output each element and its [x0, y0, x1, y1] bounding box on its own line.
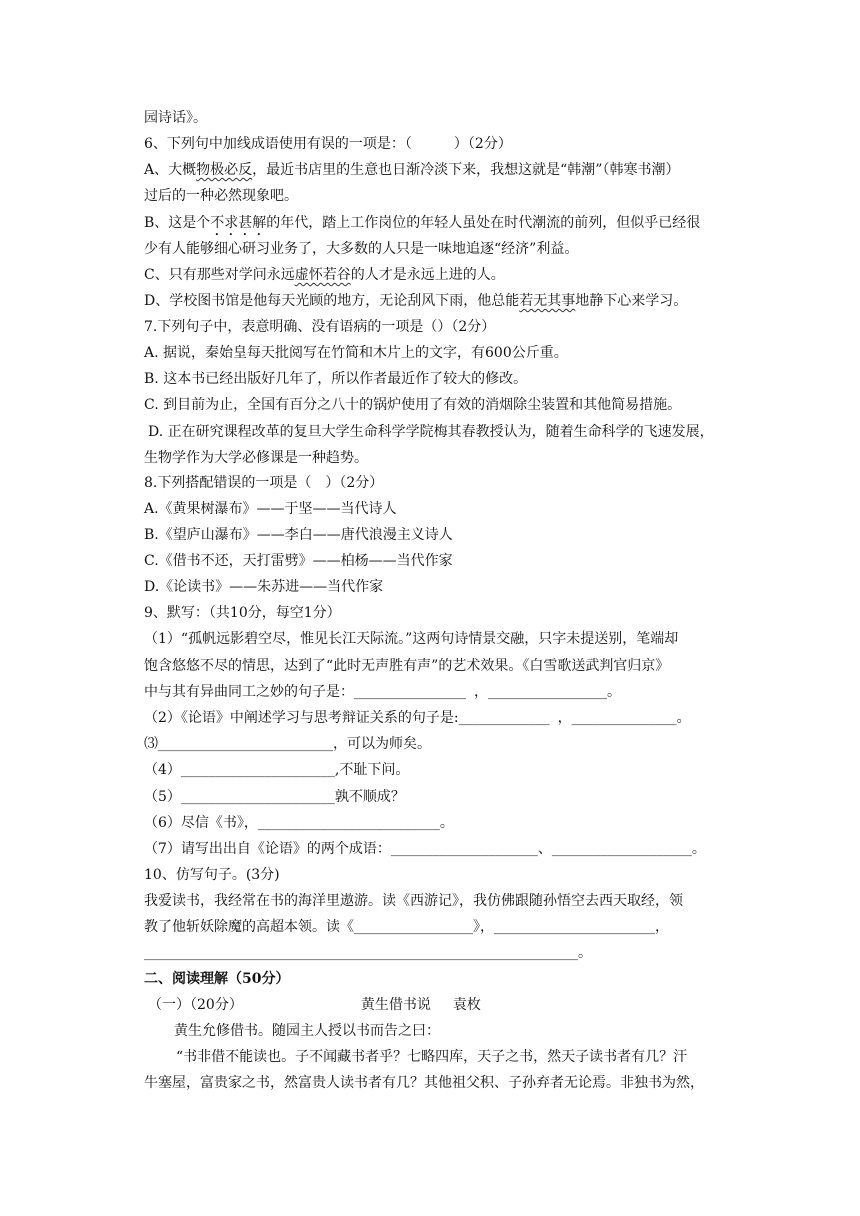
option-text: 的年代，踏上工作岗位的年轻人虽处在时代潮流的前列，但似乎已经很: [266, 215, 701, 231]
question-8-option-a: A.《黄果树瀑布》——于坚——当代诗人: [144, 501, 397, 517]
option-text: A、大概: [144, 162, 197, 178]
question-10-blanks: 教了他斩妖除魔的高超本领。读《_________________》，_______________________，: [144, 919, 669, 935]
blank-line: ，_______________。: [557, 710, 691, 726]
reading-part-1-header: [148, 996, 481, 1014]
question-7-option-a: A. 据说，秦始皇每天批阅写在竹简和木片上的文字，有600公斤重。: [144, 345, 568, 361]
passage-title: 黄生借书说: [360, 997, 431, 1013]
passage-paragraph: 黄生允修借书。随园主人授以书而告之曰：: [174, 1023, 440, 1039]
passage-paragraph: “书非借不能读也。子不闻藏书者乎？七略四库，天子之书，然天子读书者有几？汗: [176, 1049, 688, 1065]
question-7-option-b: B. 这本书已经出版好几年了，所以作者最近作了较大的修改。: [144, 371, 528, 387]
text-line: 园诗话》。: [144, 110, 207, 126]
question-7-option-c: C. 到目前为止，全国有百分之八十的锅炉使用了有效的消烟除尘装置和其他简易措施。: [144, 397, 682, 413]
question-8-option-c: C.《借书不还，天打雷劈》——柏杨——当代作家: [144, 553, 453, 569]
question-6-option-d: [144, 292, 687, 310]
question-9-part-1-cont: 饱含悠悠不尽的情思，达到了“此时无声胜有声”的艺术效果。《白雪歌送武判官归京》: [144, 658, 670, 674]
question-9-part-1: （1）“孤帆远影碧空尽，惟见长江天际流。”这两句诗情景交融，只字未提送别，笔端却: [144, 631, 679, 647]
question-9-part-2: [144, 709, 691, 727]
question-9-part-1-blanks: [144, 683, 621, 701]
underlined-idiom: 物极必反: [196, 162, 253, 178]
question-9-part-3: ⑶_________________________，可以为师矣。: [144, 736, 431, 752]
option-text: D、学校图书馆是他每天光顾的地方，无论刮风下雨，他总能: [144, 293, 520, 309]
option-text: C、只有那些对学问永远: [144, 267, 295, 283]
question-7-option-d: D. 正在研究课程改革的复旦大学生命科学学院梅其春教授认为，随着生命科学的飞速发展，: [148, 424, 714, 440]
question-10-blank-line: ______________________________________________________________。: [144, 945, 592, 961]
option-text: B、这是个: [144, 215, 211, 231]
question-8-stem: 8.下列搭配错误的一项是（ ）（2分）: [144, 475, 384, 491]
blank-line: ，_________________。: [474, 684, 621, 700]
question-7-option-d-cont: 生物学作为大学必修课是一种趋势。: [144, 450, 368, 466]
underlined-idiom: 若无其事: [519, 293, 576, 309]
question-6-option-a-cont: 过后的一种必然现象吧。: [144, 188, 298, 204]
question-7-stem: 7.下列句子中，表意明确、没有语病的一项是（）（2分）: [144, 319, 496, 335]
passage-author: 袁枚: [452, 997, 481, 1013]
question-8-option-d: D.《论读书》——朱苏进——当代作家: [144, 579, 384, 595]
question-9-part-7: （7）请写出出自《论语》的两个成语：_____________________、____________________。: [144, 841, 706, 857]
question-9-part-4: （4）______________________,不耻下问。: [144, 762, 410, 778]
question-10-text: 我爱读书，我经常在书的海洋里遨游。读《西游记》，我仿佛跟随孙悟空去西天取经，领: [144, 893, 683, 909]
option-text: 地静下心来学习。: [575, 293, 688, 309]
option-text: ，最近书店里的生意也日渐冷淡下来，我想这就是“韩潮”（韩寒书潮）: [252, 162, 680, 178]
blank-line: 中与其有异曲同工之妙的句子是：________________: [144, 684, 466, 700]
question-9-stem: 9、默写：（共10分，每空1分）: [144, 605, 341, 621]
question-6-option-c: [144, 266, 505, 284]
option-text: 的人才是永远上进的人。: [350, 267, 505, 283]
question-6-option-b-cont: 少有人能够细心研习业务了，大多数的人只是一味地追逐“经济”利益。: [144, 241, 579, 257]
underlined-idiom: 虚怀若谷: [294, 267, 351, 283]
question-6-stem: 6、下列句中加线成语使用有误的一项是：（ ）（2分）: [144, 136, 512, 152]
question-9-part-5: （5）______________________孰不顺成？: [144, 789, 405, 805]
part-label: （一）（20分）: [148, 997, 243, 1013]
blank-line: （2）《论语》中阐述学习与思考辩证关系的句子是:_____________: [144, 710, 550, 726]
section-2-heading: 二、阅读理解（50分）: [144, 971, 290, 987]
question-8-option-b: B.《望庐山瀑布》——李白——唐代浪漫主义诗人: [144, 527, 453, 543]
question-6-option-a: [144, 161, 679, 179]
dotted-idiom: 不求甚解: [210, 215, 267, 231]
question-6-option-b: [144, 214, 700, 239]
passage-paragraph-cont: 牛塞屋，富贵家之书，然富贵人读书者有几？其他祖父积、子孙弃者无论焉。非独书为然，: [144, 1075, 704, 1091]
question-10-stem: 10、仿写句子。(3分): [144, 867, 280, 883]
question-9-part-6: （6）尽信《书》，__________________________。: [144, 815, 454, 831]
